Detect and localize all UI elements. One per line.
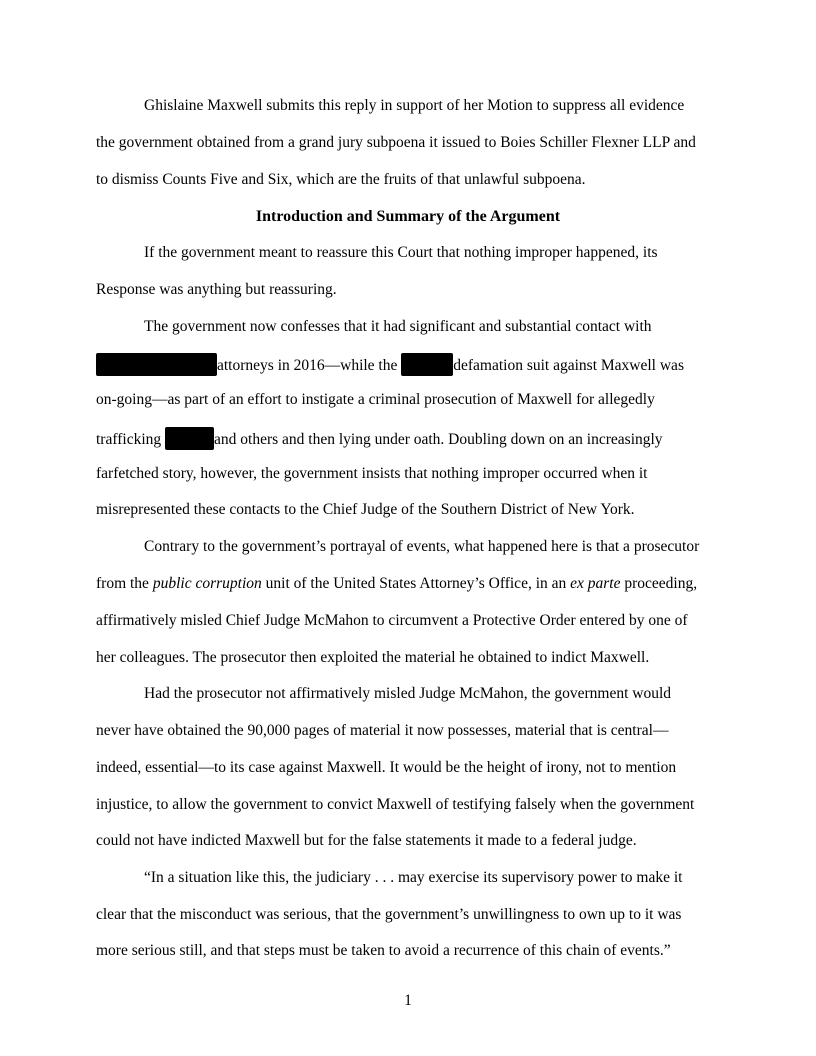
paragraph-4-line-1: Contrary to the government’s portrayal of events, what happened here is that a prosecutor [144, 538, 700, 555]
paragraph-5-line-3: indeed, essential—to its case against Maxwell. It would be the height of irony, not to mention [96, 759, 677, 776]
italic-text: public corruption [152, 575, 262, 592]
text-run: unit of the United States Attorney’s Office, in an [261, 575, 571, 592]
paragraph-1-line-1: Ghislaine Maxwell submits this reply in support of her Motion to suppress all evidence [144, 97, 685, 114]
redaction-block [165, 427, 214, 450]
paragraph-3-line-2 [96, 353, 684, 376]
paragraph-5-line-4: injustice, to allow the government to convict Maxwell of testifying falsely when the government [96, 796, 695, 813]
paragraph-3-line-3: on-going—as part of an effort to instigate a criminal prosecution of Maxwell for allegedly [96, 391, 655, 408]
text-run: from the [96, 575, 153, 592]
redaction-block [96, 353, 217, 376]
text-run: and others and then lying under oath. Doubling down on an increasingly [214, 431, 663, 448]
paragraph-5-line-5: could not have indicted Maxwell but for the false statements it made to a federal judge. [96, 832, 637, 849]
text-run: attorneys in 2016—while the [217, 357, 402, 374]
paragraph-6-line-3: more serious still, and that steps must be taken to avoid a recurrence of this chain of events.” [96, 942, 671, 959]
paragraph-3-line-4 [96, 427, 663, 450]
text-run: proceeding, [620, 575, 698, 592]
paragraph-4-line-4: her colleagues. The prosecutor then exploited the material he obtained to indict Maxwell. [96, 649, 650, 666]
paragraph-1-line-2: the government obtained from a grand jury subpoena it issued to Boies Schiller Flexner LLP and [96, 134, 696, 151]
paragraph-2-line-1: If the government meant to reassure this Court that nothing improper happened, its [144, 244, 658, 261]
paragraph-3-line-6: misrepresented these contacts to the Chief Judge of the Southern District of New York. [96, 501, 635, 518]
paragraph-5-line-2: never have obtained the 90,000 pages of material it now possesses, material that is central— [96, 722, 669, 739]
text-run: defamation suit against Maxwell was [453, 357, 684, 374]
italic-text: ex parte [570, 575, 621, 592]
paragraph-1-line-3: to dismiss Counts Five and Six, which are the fruits of that unlawful subpoena. [96, 171, 586, 188]
paragraph-6-line-2: clear that the misconduct was serious, that the government’s unwillingness to own up to it was [96, 906, 682, 923]
paragraph-3-line-5: farfetched story, however, the government insists that nothing improper occurred when it [96, 465, 648, 482]
text-run: trafficking [96, 431, 166, 448]
paragraph-5-line-1: Had the prosecutor not affirmatively misled Judge McMahon, the government would [144, 685, 672, 702]
paragraph-2-line-2: Response was anything but reassuring. [96, 281, 337, 298]
paragraph-3-line-1: The government now confesses that it had significant and substantial contact with [144, 318, 652, 335]
redaction-block [401, 353, 453, 376]
paragraph-4-line-3: affirmatively misled Chief Judge McMahon to circumvent a Protective Order entered by one of [96, 612, 688, 629]
paragraph-6-line-1: “In a situation like this, the judiciary . . . may exercise its supervisory power to make it [144, 869, 683, 886]
paragraph-4-line-2 [96, 574, 697, 594]
section-heading: Introduction and Summary of the Argument [255, 208, 561, 225]
page-number: 1 [404, 992, 412, 1009]
